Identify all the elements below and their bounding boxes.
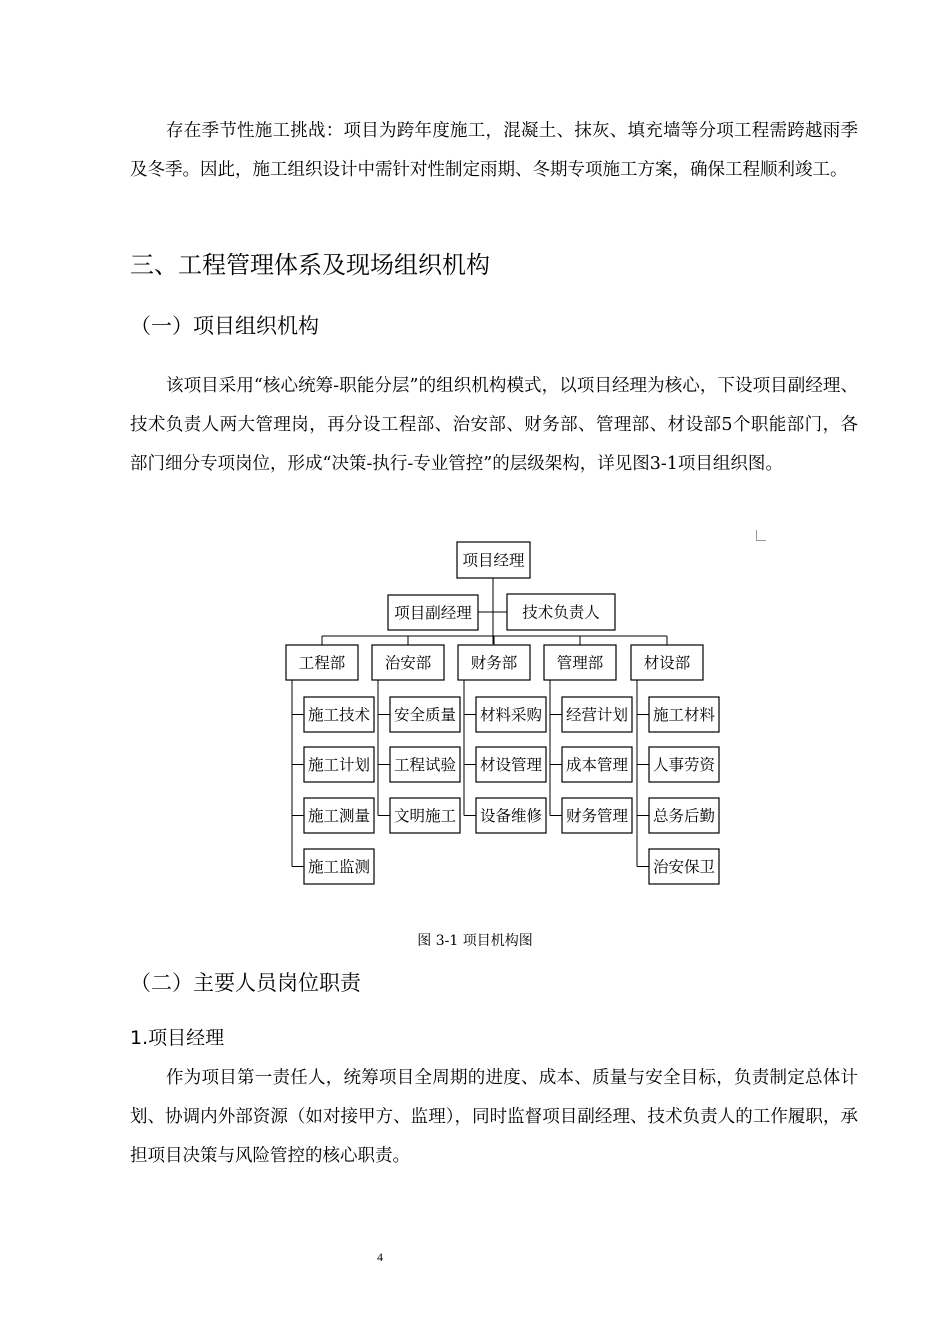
page-number: 4: [377, 1250, 383, 1264]
subheading-staff-responsibilities: （二）主要人员岗位职责: [130, 971, 361, 995]
paragraph-project-manager-duties: 作为项目第一责任人，统筹项目全周期的进度、成本、质量与安全目标，负责制定总体计划、协调内外部资源（如对接甲方、监理），同时监督项目副经理、技术负责人的工作履职，承担项目决策与风险管控的核心职责。: [130, 1068, 858, 1166]
org-node-role-label: 文明施工: [393, 807, 457, 825]
org-node-role-label: 治安保卫: [652, 858, 716, 876]
org-node-department-label: 材设部: [643, 654, 691, 672]
org-node-top-label: 项目经理: [462, 551, 525, 570]
org-node-department-label: 管理部: [556, 654, 604, 672]
org-node-role-label: 材设管理: [479, 756, 543, 774]
org-node-department-label: 财务部: [470, 654, 518, 672]
org-node-role-label: 施工监测: [307, 858, 371, 876]
section-heading-management-system: 三、工程管理体系及现场组织机构: [130, 251, 490, 279]
org-node-role-label: 施工技术: [307, 706, 371, 724]
org-node-role-label: 成本管理: [565, 756, 629, 774]
org-node-department-label: 工程部: [298, 654, 346, 672]
org-node-role-label: 施工材料: [652, 706, 716, 724]
subheading-project-organization: （一）项目组织机构: [130, 314, 319, 338]
org-node-role-label: 设备维修: [479, 807, 543, 825]
org-node-role-label: 人事劳资: [652, 756, 716, 774]
org-node-role-label: 财务管理: [565, 807, 629, 825]
org-node-role-label: 施工计划: [307, 756, 371, 774]
org-node-role-label: 施工测量: [307, 807, 371, 825]
figure-caption: 图 3-1 项目机构图: [417, 933, 533, 949]
org-node-role-label: 安全质量: [393, 706, 457, 724]
org-node-role-label: 材料采购: [479, 706, 543, 724]
org-node-role-label: 总务后勤: [652, 807, 716, 825]
paragraph-seasonal-challenge: 存在季节性施工挑战：项目为跨年度施工，混凝土、抹灰、填充墙等分项工程需跨越雨季及冬季。因此，施工组织设计中需针对性制定雨期、冬期专项施工方案，确保工程顺利竣工。: [130, 121, 858, 180]
org-node-role-label: 经营计划: [565, 706, 629, 724]
paragraph-organization-model: 该项目采用“核心统筹-职能分层”的组织机构模式，以项目经理为核心，下设项目副经理、技术负责人两大管理岗，再分设工程部、治安部、财务部、管理部、材设部5个职能部门，各部门细分专项岗位，形成“决策-执行-专业管控”的层级架构，详见图3-1项目组织图。: [130, 376, 858, 474]
org-node-role-label: 工程试验: [393, 756, 457, 774]
org-node-deputy-label: 技术负责人: [522, 603, 600, 622]
org-node-department-label: 治安部: [384, 654, 432, 672]
item-heading-project-manager: 1.项目经理: [130, 1027, 225, 1049]
org-node-deputy-label: 项目副经理: [394, 604, 472, 622]
